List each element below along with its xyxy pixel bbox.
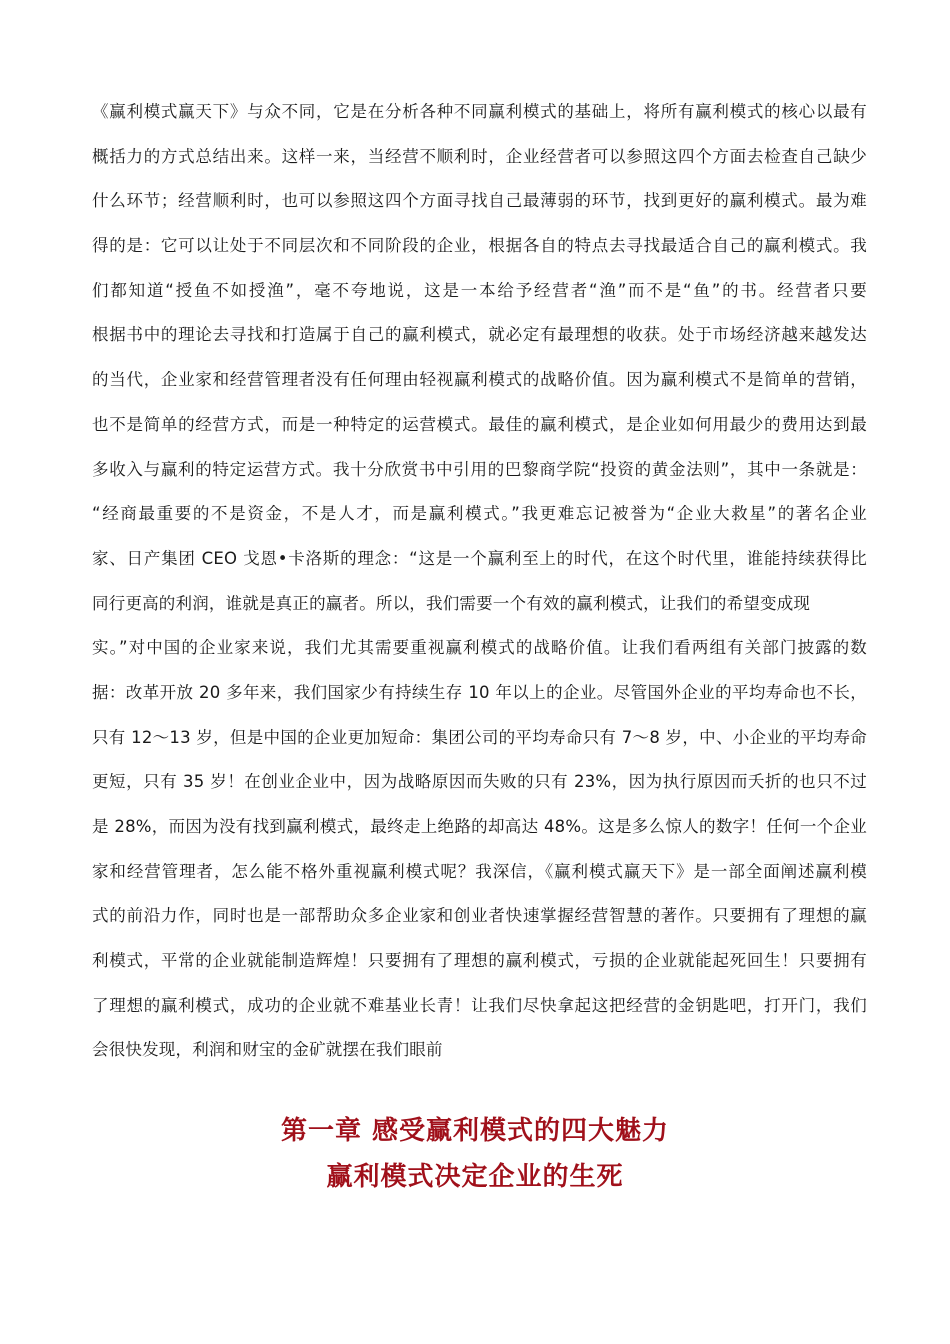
text-line: 式的前沿力作，同时也是一部帮助众多企业家和创业者快速掌握经营智慧的著作。只要拥有了理想的赢: [92, 906, 867, 926]
text-line: 《赢利模式赢天下》与众不同，它是在分析各种不同赢利模式的基础上，将所有赢利模式的核心以最有: [92, 102, 867, 121]
text-line: 会很快发现，利润和财宝的金矿就摆在我们眼前: [92, 1040, 443, 1060]
chapter-title: 第一章 感受赢利模式的四大魅力: [280, 1116, 670, 1146]
text-line: 是 28%，而因为没有找到赢利模式，最终走上绝路的却高达 48%。这是多么惊人的数字！任何一个企业: [92, 817, 867, 836]
text-line: 实。”对中国的企业家来说，我们尤其需要重视赢利模式的战略价值。让我们看两组有关部门披露的数: [92, 638, 867, 658]
chapter-heading: [0, 1108, 950, 1200]
text-line: 利模式，平常的企业就能制造辉煌！只要拥有了理想的赢利模式，亏损的企业就能起死回生！只要拥有: [92, 951, 867, 971]
text-line: 们都知道“授鱼不如授渔”，毫不夸地说，这是一本给予经营者“渔”而不是“鱼”的书。经营者只要: [92, 280, 867, 300]
text-line: 据：改革开放 20 多年来，我们国家少有持续生存 10 年以上的企业。尽管国外企业的平均寿命也不长，: [92, 682, 867, 702]
text-line: 也不是简单的经营方式，而是一种特定的运营模式。最佳的赢利模式，是企业如何用最少的费用达到最: [92, 414, 867, 434]
text-line: 只有 12～13 岁，但是中国的企业更加短命：集团公司的平均寿命只有 7～8 岁，中、小企业的平均寿命: [92, 727, 867, 747]
body-paragraph: [92, 97, 867, 1080]
text-line: 概括力的方式总结出来。这样一来，当经营不顺利时，企业经营者可以参照这四个方面去检查自己缺少: [92, 146, 867, 166]
text-line: 同行更高的利润，谁就是真正的赢者。所以，我们需要一个有效的赢利模式，让我们的希望变成现: [92, 593, 811, 613]
text-line: 根据书中的理论去寻找和打造属于自己的赢利模式，就必定有最理想的收获。处于市场经济越来越发达: [92, 325, 867, 345]
text-line: 的当代，企业家和经营管理者没有任何理由轻视赢利模式的战略价值。因为赢利模式不是简单的营销，: [92, 370, 867, 390]
text-line: 更短，只有 35 岁！在创业企业中，因为战略原因而失败的只有 23%，因为执行原因而夭折的也只不过: [92, 772, 867, 792]
text-line: “经商最重要的不是资金，不是人才，而是赢利模式。”我更难忘记被誉为“企业大救星”的著名企业: [92, 504, 867, 524]
text-line: 家和经营管理者，怎么能不格外重视赢利模式呢？我深信，《赢利模式赢天下》是一部全面阐述赢利模: [92, 861, 867, 881]
chapter-subtitle: 赢利模式决定企业的生死: [326, 1162, 624, 1192]
text-line: 家、日产集团 CEO 戈恩•卡洛斯的理念：“这是一个赢利至上的时代，在这个时代里，谁能持续获得比: [92, 548, 867, 568]
text-line: 什么环节；经营顺利时，也可以参照这四个方面寻找自己最薄弱的环节，找到更好的赢利模式。最为难: [92, 191, 867, 211]
text-line: 得的是：它可以让处于不同层次和不同阶段的企业，根据各自的特点去寻找最适合自己的赢利模式。我: [92, 236, 867, 256]
text-line: 了理想的赢利模式，成功的企业就不难基业长青！让我们尽快拿起这把经营的金钥匙吧，打开门，我们: [92, 995, 867, 1015]
text-line: 多收入与赢利的特定运营方式。我十分欣赏书中引用的巴黎商学院“投资的黄金法则”，其中一条就是：: [92, 459, 867, 479]
